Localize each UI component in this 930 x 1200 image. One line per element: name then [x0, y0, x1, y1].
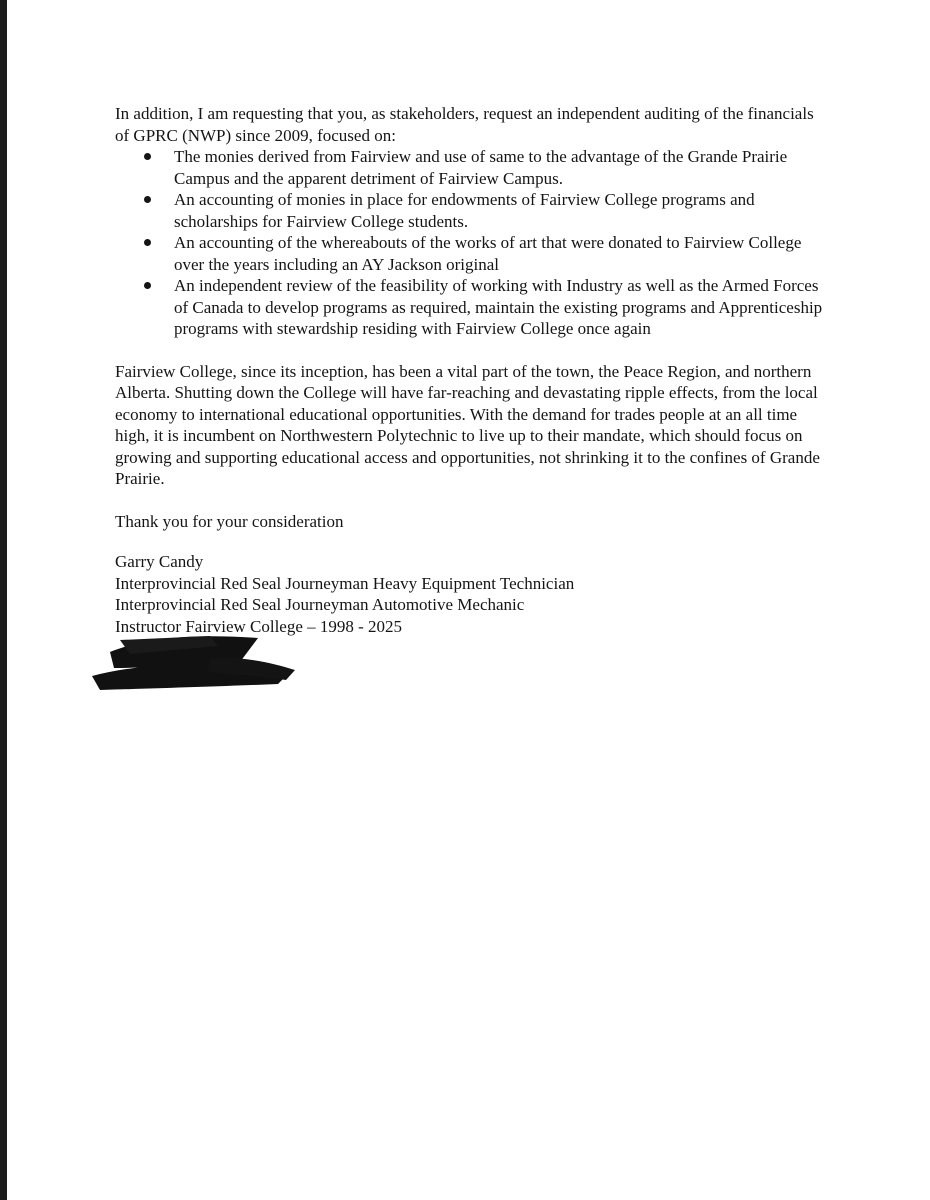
- audit-focus-list: [115, 146, 825, 340]
- spacer: [115, 340, 825, 361]
- letter-page: [115, 103, 825, 637]
- signer-credential-1: Interprovincial Red Seal Journeyman Heavy Equipment Technician: [115, 573, 575, 593]
- list-item-text: The monies derived from Fairview and use of same to the advantage of the Grande Prairie Campus and the apparent detriment of Fairview Campus.: [174, 147, 788, 188]
- closing-line: Thank you for your consideration: [115, 511, 344, 531]
- signer-credential-3: Instructor Fairview College – 1998 - 2025: [115, 616, 403, 636]
- list-item: [115, 146, 825, 189]
- redaction-scribble: [90, 632, 300, 692]
- bullet-icon: [144, 196, 151, 203]
- list-item-text: An accounting of the whereabouts of the works of art that were donated to Fairview College over the years including an AY Jackson original: [174, 233, 802, 274]
- spacer: [115, 490, 825, 511]
- signature-block: [115, 551, 825, 637]
- list-item: [115, 275, 825, 340]
- intro-paragraph: In addition, I am requesting that you, as stakeholders, request an independent auditing of the financials of GPRC (NWP) since 2009, focused on:: [115, 104, 814, 145]
- list-item: [115, 189, 825, 232]
- list-item-text: An independent review of the feasibility of working with Industry as well as the Armed Forces of Canada to develop programs as required, maintain the existing programs and Apprenticeship programs with stewardship residing with Fairview College once again: [174, 276, 823, 338]
- body-paragraph: Fairview College, since its inception, has been a vital part of the town, the Peace Region, and northern Alberta. Shutting down the College will have far-reaching and devastating ripple effects, from the local economy to international educational opportunities. With the demand for trades people at an all time high, it is incumbent on Northwestern Polytechnic to live up to their mandate, which should focus on growing and supporting educational access and opportunities, not shrinking it to the confines of Grande Prairie.: [115, 361, 820, 488]
- bullet-icon: [144, 153, 151, 160]
- bullet-icon: [144, 282, 151, 289]
- page-left-border: [0, 0, 7, 1200]
- spacer: [115, 532, 825, 551]
- list-item: [115, 232, 825, 275]
- signer-credential-2: Interprovincial Red Seal Journeyman Automotive Mechanic: [115, 595, 525, 614]
- bullet-icon: [144, 239, 151, 246]
- signer-name: Garry Candy: [115, 552, 204, 571]
- list-item-text: An accounting of monies in place for endowments of Fairview College programs and scholarships for Fairview College students.: [174, 190, 755, 231]
